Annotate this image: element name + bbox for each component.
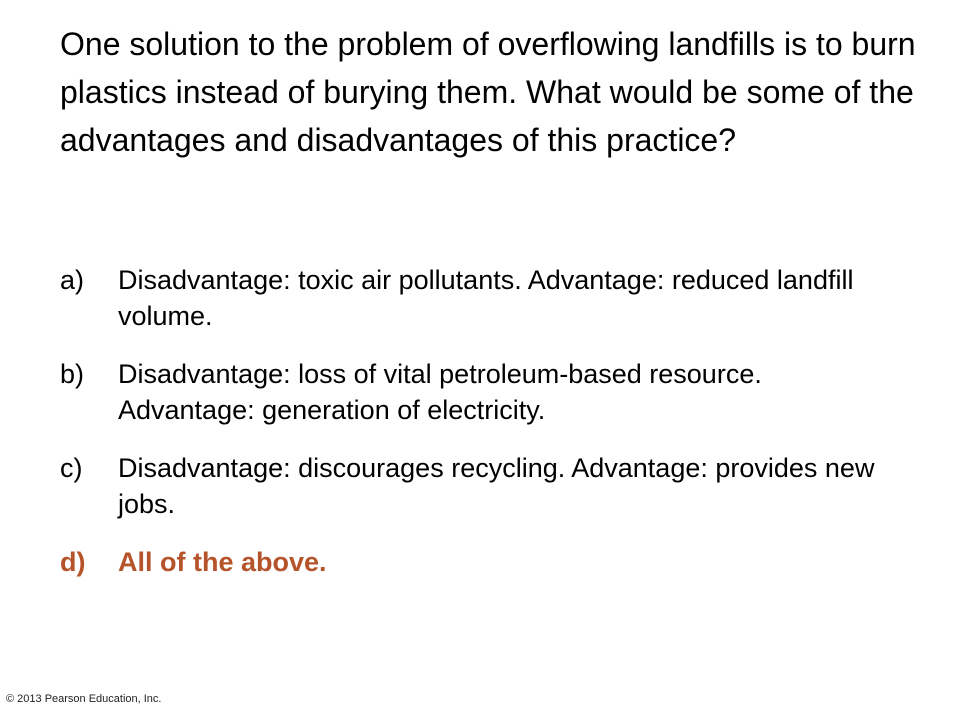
option-d-letter: d) — [60, 547, 86, 577]
option-b-text: Disadvantage: loss of vital petroleum-based resource. Advantage: generation of electricity. — [118, 359, 762, 425]
option-d-text: All of the above. — [118, 547, 327, 577]
copyright-notice: © 2013 Pearson Education, Inc. — [6, 693, 162, 705]
option-b — [60, 356, 940, 428]
answer-options-list — [60, 262, 940, 602]
option-c — [60, 450, 940, 522]
option-a-text: Disadvantage: toxic air pollutants. Advantage: reduced landfill volume. — [118, 265, 854, 331]
option-a-letter: a) — [60, 265, 85, 295]
option-d-correct-answer — [60, 544, 940, 580]
option-c-text: Disadvantage: discourages recycling. Advantage: provides new jobs. — [118, 453, 875, 519]
question-text: One solution to the problem of overflowing landfills is to burn plastics instead of burying them. What would be some of the advantages and disadvantages of this practice? — [60, 26, 916, 158]
option-a — [60, 262, 940, 334]
option-c-letter: c) — [60, 453, 83, 483]
option-b-letter: b) — [60, 359, 85, 389]
